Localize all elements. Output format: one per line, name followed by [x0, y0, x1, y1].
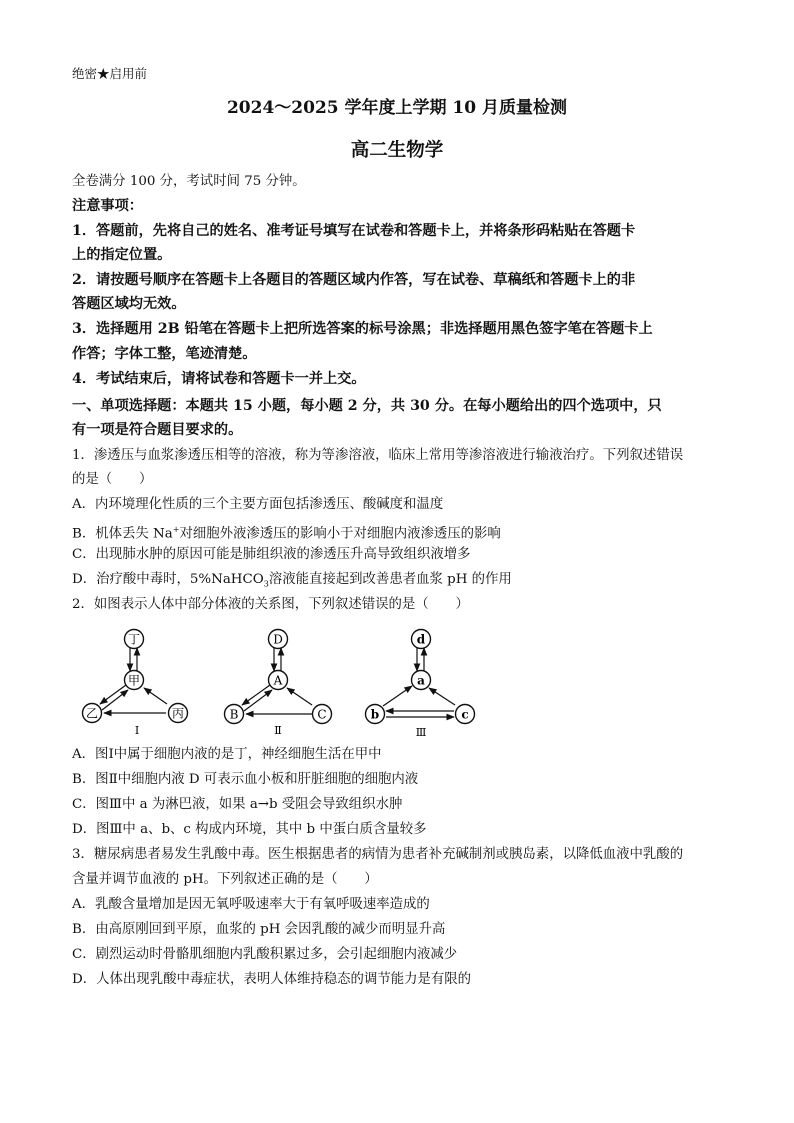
q1-option-d-post: 溶液能直接起到改善患者血浆 pH 的作用 [268, 572, 512, 587]
fig1-node-right: 丙 [171, 706, 185, 721]
figure-1 [83, 630, 188, 738]
exam-intro: 全卷满分 100 分，考试时间 75 分钟。 [72, 174, 306, 189]
notice-item-3-line2: 作答；字体工整，笔迹清楚。 [72, 346, 257, 362]
q2-stem: 2．如图表示人体中部分体液的关系图，下列叙述错误的是（ ） [72, 597, 469, 612]
notice-item-1-line1: 1．答题前，先将自己的姓名、准考证号填写在试卷和答题卡上，并将条形码粘贴在答题卡 [72, 223, 636, 239]
section1-heading-line2: 有一项是符合题目要求的。 [72, 422, 243, 438]
q1-option-b-pre: B．机体丢失 Na [72, 526, 173, 542]
q1-option-c: C．出现肺水肿的原因可能是肺组织液的渗透压升高导致组织液增多 [72, 547, 471, 562]
q1-option-a: A．内环境理化性质的三个主要方面包括渗透压、酸碱度和温度 [72, 497, 444, 512]
q1-option-d-sub: 3 [263, 579, 269, 589]
figure-3 [366, 630, 475, 739]
q2-option-c: C．图Ⅲ中 a 为淋巴液，如果 a→b 受阻会导致组织水肿 [72, 797, 403, 812]
notice-item-2-line2: 答题区域均无效。 [72, 296, 186, 312]
fig3-label: Ⅲ [415, 726, 427, 738]
q1-option-b-sup: + [172, 525, 180, 534]
q3-option-a: A．乳酸含量增加是因无氧呼吸速率大于有氧呼吸速率造成的 [72, 897, 430, 912]
fig3-node-top: d [416, 632, 426, 647]
q1-option-d [72, 570, 734, 595]
fig3-node-right: c [461, 707, 469, 722]
fig2-label: Ⅱ [274, 724, 282, 737]
q3-stem-line2: 含量并调节血液的 pH。下列叙述正确的是（ ） [72, 872, 378, 887]
fig2-node-right: C [317, 707, 327, 722]
notice-item-3-line1: 3．选择题用 2B 铅笔在答题卡上把所选答案的标号涂黑；非选择题用黑色签字笔在答题卡上 [72, 321, 653, 337]
q3-option-c: C．剧烈运动时骨骼肌细胞内乳酸积累过多，会引起细胞内液减少 [72, 947, 458, 962]
q2-option-a: A．图Ⅰ中属于细胞内液的是丁，神经细胞生活在甲中 [72, 747, 382, 762]
figure-2 [225, 630, 332, 738]
exam-subject: 高二生物学 [350, 140, 444, 161]
notice-item-2-line1: 2．请按题号顺序在答题卡上各题目的答题区域内作答，写在试卷、草稿纸和答题卡上的非 [72, 272, 636, 288]
confidential-mark: 绝密★启用前 [72, 66, 148, 81]
q2-option-b: B．图Ⅱ中细胞内液 D 可表示血小板和肝脏细胞的细胞内液 [72, 772, 419, 787]
fig2-node-center: A [273, 673, 283, 688]
q1-option-b-post: 对细胞外液渗透压的影响小于对细胞内液渗透压的影响 [179, 526, 501, 542]
q1-option-d-pre: D．治疗酸中毒时，5%NaHCO [72, 572, 264, 587]
q1-stem-line2: 的是（ ） [72, 472, 153, 487]
fig2-node-top: D [273, 632, 283, 647]
section1-heading-line1: 一、单项选择题：本题共 15 小题，每小题 2 分，共 30 分。在每小题给出的四个选项中，只 [72, 398, 662, 414]
fig1-node-top: 丁 [127, 632, 141, 647]
q3-option-d: D．人体出现乳酸中毒症状，表明人体维持稳态的调节能力是有限的 [72, 972, 472, 987]
q3-option-b: B．由高原刚回到平原，血浆的 pH 会因乳酸的减少而明显升高 [72, 922, 446, 937]
q1-option-b [72, 520, 734, 544]
notice-item-1-line2: 上的指定位置。 [72, 247, 172, 263]
fig1-node-left: 乙 [85, 706, 99, 721]
q2-option-d: D．图Ⅲ中 a、b、c 构成内环境，其中 b 中蛋白质含量较多 [72, 822, 427, 837]
notice-item-4: 4．考试结束后，请将试卷和答题卡一并上交。 [72, 371, 366, 387]
fig2-node-left: B [229, 707, 239, 722]
notice-heading: 注意事项： [72, 198, 143, 214]
q3-stem-line1: 3．糖尿病患者易发生乳酸中毒。医生根据患者的病情为患者补充碱制剂或胰岛素，以降低血液中乳酸的 [72, 847, 684, 862]
fig3-node-center: a [417, 673, 425, 688]
q1-stem-line1: 1．渗透压与血浆渗透压相等的溶液，称为等渗溶液，临床上常用等渗溶液进行输液治疗。下列叙述错误 [72, 448, 684, 463]
fig1-node-center: 甲 [127, 673, 141, 688]
fig3-node-left: b [370, 707, 380, 722]
body-fluid-diagram [72, 626, 492, 738]
exam-title: 2024～2025 学年度上学期 10 月质量检测 [226, 98, 568, 118]
fig1-label: Ⅰ [134, 724, 140, 737]
